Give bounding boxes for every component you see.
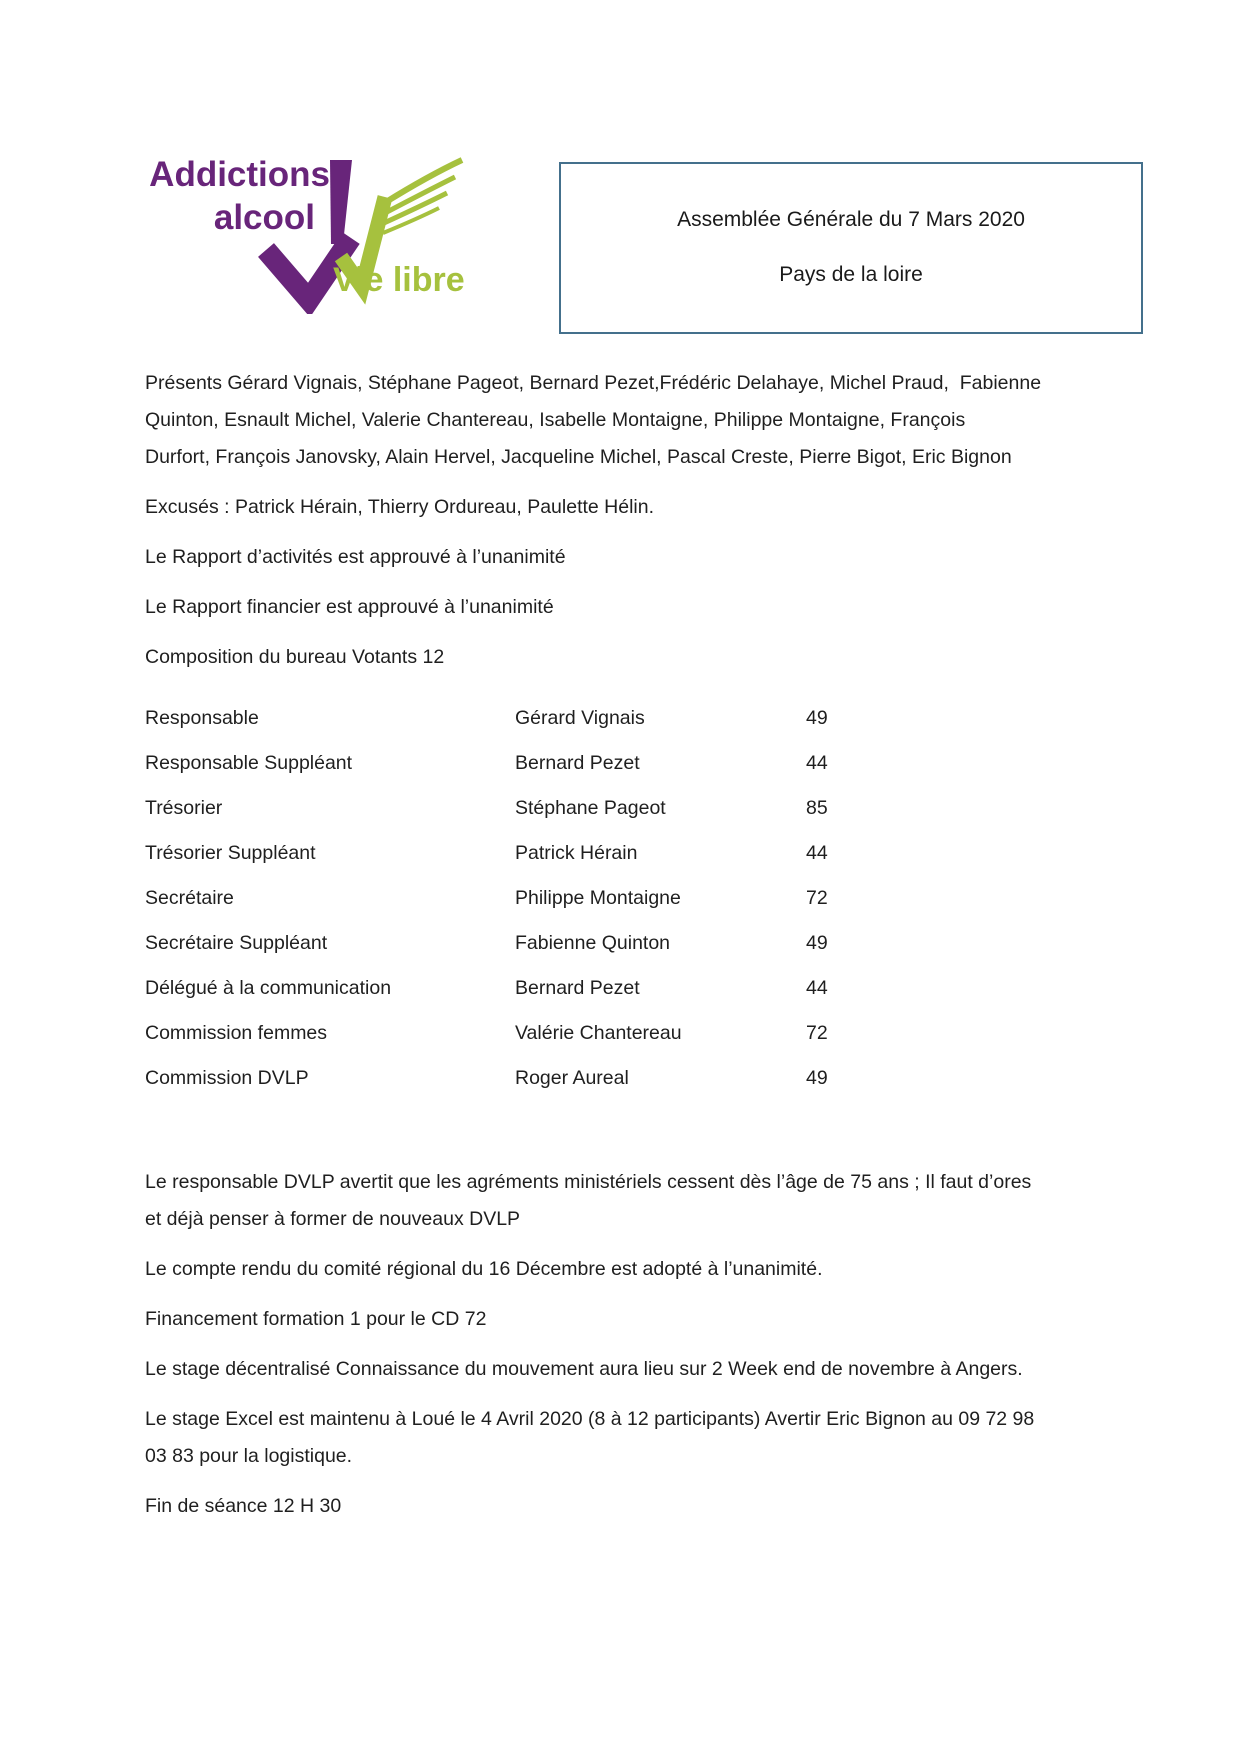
attendees-line: Quinton, Esnault Michel, Valerie Chantereau, Isabelle Montaigne, Philippe Montaigne, François <box>145 409 966 431</box>
attendees-paragraph <box>145 365 1145 476</box>
stage-decentralise-paragraph <box>145 1351 1145 1388</box>
vie-libre-logo <box>128 146 494 314</box>
bureau-name: Roger Aureal <box>515 1067 629 1089</box>
bureau-votes: 72 <box>806 887 828 909</box>
bureau-name: Philippe Montaigne <box>515 887 681 909</box>
bureau-votes: 72 <box>806 1022 828 1044</box>
bureau-role: Secrétaire <box>145 887 234 909</box>
dvlp-warning-paragraph <box>145 1164 1145 1238</box>
end-of-session-paragraph <box>145 1488 1145 1525</box>
document-body <box>145 365 1145 1538</box>
end-of-session-line: Fin de séance 12 H 30 <box>145 1495 342 1517</box>
table-row <box>145 1011 1145 1056</box>
financial-report-line: Le Rapport financier est approuvé à l’unanimité <box>145 596 554 618</box>
bureau-role: Commission femmes <box>145 1022 328 1044</box>
table-row <box>145 696 1145 741</box>
bureau-votes: 44 <box>806 842 828 864</box>
table-row <box>145 831 1145 876</box>
dvlp-warning-line: Le responsable DVLP avertit que les agréments ministériels cessent dès l’âge de 75 ans ; Il faut d’ores <box>145 1171 1032 1193</box>
purple-check-stem-icon <box>330 160 352 244</box>
bureau-name: Stéphane Pageot <box>515 797 666 819</box>
bureau-votes: 44 <box>806 752 828 774</box>
bureau-votes: 49 <box>806 932 828 954</box>
stage-excel-paragraph <box>145 1401 1145 1475</box>
stage-excel-line: 03 83 pour la logistique. <box>145 1445 353 1467</box>
financement-line: Financement formation 1 pour le CD 72 <box>145 1308 487 1330</box>
stage-excel-line: Le stage Excel est maintenu à Loué le 4 Avril 2020 (8 à 12 participants) Avertir Eric Bignon au 09 72 98 <box>145 1408 1035 1430</box>
bureau-role: Responsable <box>145 707 259 729</box>
bureau-votes: 44 <box>806 977 828 999</box>
excused-paragraph <box>145 489 1145 526</box>
attendees-line: Présents Gérard Vignais, Stéphane Pageot, Bernard Pezet,Frédéric Delahaye, Michel Praud, Fabienne <box>145 372 1042 394</box>
bureau-votes: 49 <box>806 1067 828 1089</box>
meeting-title: Assemblée Générale du 7 Mars 2020 <box>677 208 1025 231</box>
bureau-table <box>145 696 1145 1101</box>
bureau-role: Commission DVLP <box>145 1067 309 1089</box>
stage-decentralise-line: Le stage décentralisé Connaissance du mouvement aura lieu sur 2 Week end de novembre à Angers. <box>145 1358 1023 1380</box>
meeting-region: Pays de la loire <box>779 263 923 286</box>
bureau-name: Valérie Chantereau <box>515 1022 682 1044</box>
excused-line: Excusés : Patrick Hérain, Thierry Ordureau, Paulette Hélin. <box>145 496 655 518</box>
bureau-name: Gérard Vignais <box>515 707 645 729</box>
activity-report-line: Le Rapport d’activités est approuvé à l’unanimité <box>145 546 566 568</box>
bureau-role: Délégué à la communication <box>145 977 392 999</box>
bureau-role: Trésorier <box>145 797 223 819</box>
logo-text-alcool: alcool <box>213 198 315 237</box>
bureau-role: Trésorier Suppléant <box>145 842 316 864</box>
attendees-line: Durfort, François Janovsky, Alain Hervel, Jacqueline Michel, Pascal Creste, Pierre Bigot, Eric Bignon <box>145 446 1012 468</box>
dvlp-warning-line: et déjà penser à former de nouveaux DVLP <box>145 1208 521 1230</box>
table-row <box>145 921 1145 966</box>
logo-text-vie-libre: Vie libre <box>333 261 465 299</box>
table-row <box>145 1056 1145 1101</box>
bureau-name: Bernard Pezet <box>515 977 640 999</box>
bureau-name: Patrick Hérain <box>515 842 638 864</box>
bureau-name: Fabienne Quinton <box>515 932 671 954</box>
bureau-role: Secrétaire Suppléant <box>145 932 328 954</box>
financement-paragraph <box>145 1301 1145 1338</box>
table-row <box>145 741 1145 786</box>
table-row <box>145 786 1145 831</box>
bureau-role: Responsable Suppléant <box>145 752 353 774</box>
bureau-votes: 85 <box>806 797 828 819</box>
table-row <box>145 966 1145 1011</box>
logo-graphic <box>128 146 494 314</box>
bureau-votes: 49 <box>806 707 828 729</box>
bureau-composition-line: Composition du bureau Votants 12 <box>145 646 445 668</box>
logo-text-addictions: Addictions <box>149 155 330 194</box>
activity-report-paragraph <box>145 539 1145 576</box>
table-row <box>145 876 1145 921</box>
bureau-composition-heading <box>145 639 1145 676</box>
compte-rendu-line: Le compte rendu du comité régional du 16 Décembre est adopté à l’unanimité. <box>145 1258 823 1280</box>
meeting-title-box <box>559 162 1143 334</box>
financial-report-paragraph <box>145 589 1145 626</box>
compte-rendu-paragraph <box>145 1251 1145 1288</box>
bureau-name: Bernard Pezet <box>515 752 640 774</box>
